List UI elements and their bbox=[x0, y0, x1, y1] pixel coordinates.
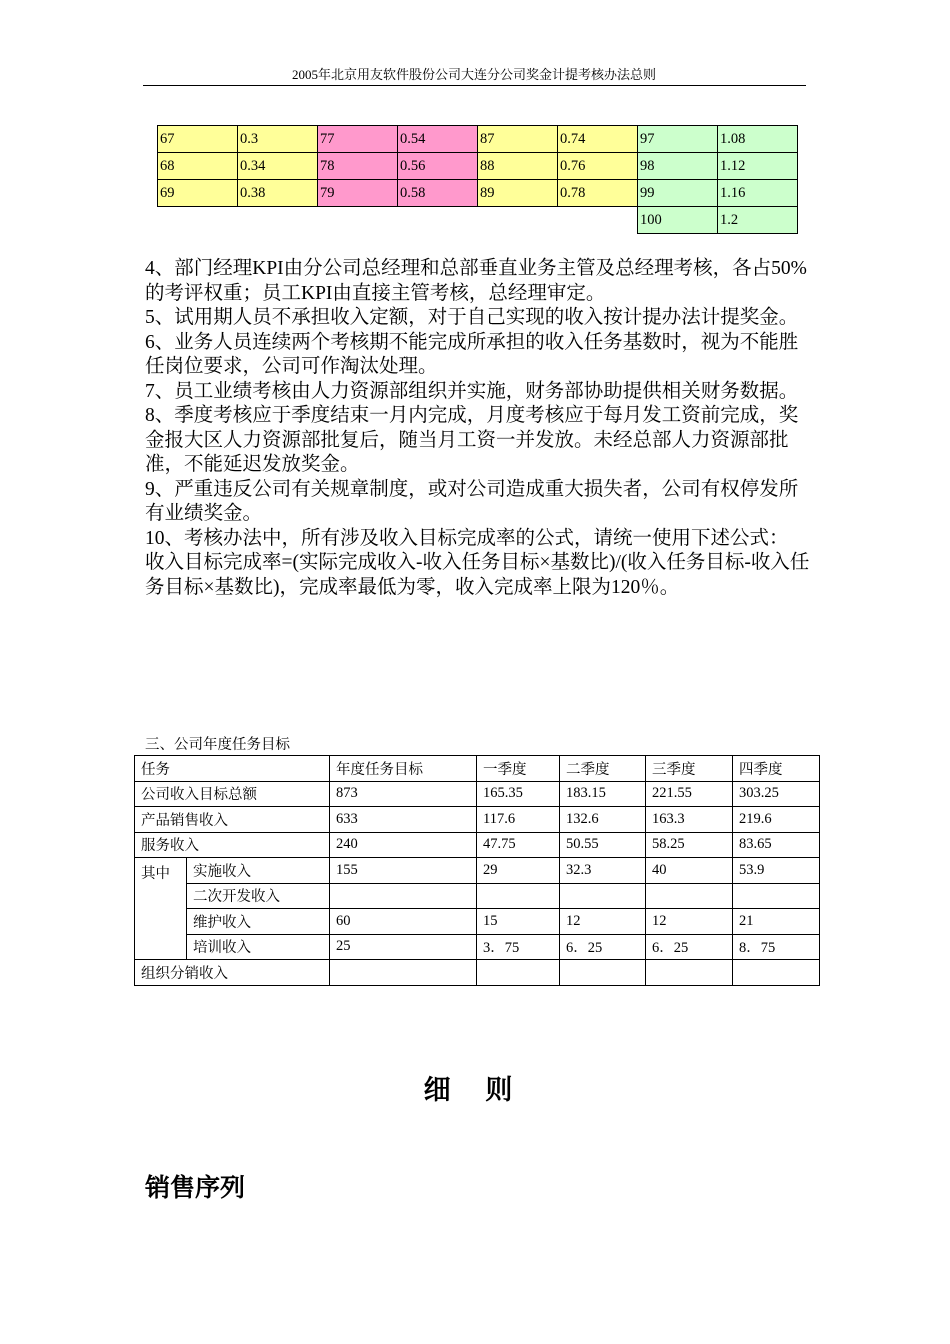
table-row bbox=[135, 934, 820, 960]
rule-paragraph: 4、部门经理KPI由分公司总经理和总部垂直业务主管及总经理考核，各占50%的考评权重；员工KPI由直接主管考核，总经理审定。 bbox=[145, 258, 807, 304]
header-rule bbox=[143, 85, 806, 86]
rule-paragraph: 5、试用期人员不承担收入定额，对于自己实现的收入按计提办法计提奖金。 bbox=[145, 307, 799, 328]
row-label: 实施收入 bbox=[187, 858, 330, 884]
value-cell: 219.6 bbox=[733, 807, 820, 833]
row-label: 维护收入 bbox=[187, 909, 330, 935]
value-cell: 165.35 bbox=[477, 781, 560, 807]
value-cell: 873 bbox=[330, 781, 477, 807]
rule-paragraph: 10、考核办法中，所有涉及收入目标完成率的公式，请统一使用下述公式： bbox=[145, 527, 789, 549]
value-cell: 12 bbox=[646, 909, 733, 935]
rate-row bbox=[158, 153, 798, 180]
value-cell: 50.55 bbox=[560, 832, 646, 858]
rate-cell: 100 bbox=[638, 207, 718, 234]
rate-cell: 1.08 bbox=[718, 126, 798, 153]
value-cell bbox=[646, 883, 733, 909]
value-cell: 83.65 bbox=[733, 832, 820, 858]
value-cell: 25 bbox=[330, 934, 477, 960]
rate-cell: 87 bbox=[478, 126, 558, 153]
table-row bbox=[135, 832, 820, 858]
rate-table bbox=[157, 125, 798, 234]
group-label: 其中 bbox=[135, 858, 187, 960]
table-row bbox=[135, 883, 820, 909]
annual-targets-table bbox=[134, 755, 820, 986]
value-cell: 303.25 bbox=[733, 781, 820, 807]
row-label: 培训收入 bbox=[187, 934, 330, 960]
rate-cell: 1.16 bbox=[718, 180, 798, 207]
row-label: 服务收入 bbox=[135, 832, 330, 858]
value-cell: 633 bbox=[330, 807, 477, 833]
row-label: 组织分销收入 bbox=[135, 960, 330, 986]
value-cell bbox=[733, 960, 820, 986]
value-cell: 60 bbox=[330, 909, 477, 935]
rate-cell: 0.76 bbox=[558, 153, 638, 180]
value-cell bbox=[477, 960, 560, 986]
rate-cell: 69 bbox=[158, 180, 238, 207]
header-cell: 任务 bbox=[135, 756, 330, 782]
row-label: 公司收入目标总额 bbox=[135, 781, 330, 807]
rate-cell: 77 bbox=[318, 126, 398, 153]
table-header-row bbox=[135, 756, 820, 782]
rate-cell: 0.3 bbox=[238, 126, 318, 153]
header-cell: 四季度 bbox=[733, 756, 820, 782]
value-cell: 6．25 bbox=[560, 934, 646, 960]
rate-cell: 1.2 bbox=[718, 207, 798, 234]
rate-cell: 99 bbox=[638, 180, 718, 207]
rate-cell: 0.56 bbox=[398, 153, 478, 180]
value-cell: 132.6 bbox=[560, 807, 646, 833]
value-cell: 21 bbox=[733, 909, 820, 935]
value-cell bbox=[560, 883, 646, 909]
rate-cell: 0.54 bbox=[398, 126, 478, 153]
value-cell: 183.15 bbox=[560, 781, 646, 807]
value-cell: 163.3 bbox=[646, 807, 733, 833]
page-header: 2005年北京用友软件股份公司大连分公司奖金计提考核办法总则 bbox=[291, 67, 656, 82]
value-cell: 47.75 bbox=[477, 832, 560, 858]
row-label: 二次开发收入 bbox=[187, 883, 330, 909]
value-cell: 155 bbox=[330, 858, 477, 884]
table-row bbox=[135, 781, 820, 807]
value-cell: 12 bbox=[560, 909, 646, 935]
value-cell bbox=[477, 883, 560, 909]
rate-cell: 67 bbox=[158, 126, 238, 153]
value-cell: 15 bbox=[477, 909, 560, 935]
detail-title: 细 则 bbox=[423, 1075, 527, 1105]
value-cell bbox=[330, 883, 477, 909]
formula-paragraph: 收入目标完成率=(实际完成收入-收入任务目标×基数比)/(收入任务目标-收入任务目标×基数比)，完成率最低为零，收入完成率上限为120％。 bbox=[145, 552, 810, 598]
rule-paragraph: 6、业务人员连续两个考核期不能完成所承担的收入任务基数时，视为不能胜任岗位要求，公司可作淘汰处理。 bbox=[145, 331, 799, 377]
value-cell bbox=[560, 960, 646, 986]
rate-cell: 89 bbox=[478, 180, 558, 207]
header-cell: 二季度 bbox=[560, 756, 646, 782]
rate-cell: 0.74 bbox=[558, 126, 638, 153]
rate-cell: 0.34 bbox=[238, 153, 318, 180]
rate-cell: 1.12 bbox=[718, 153, 798, 180]
value-cell: 32.3 bbox=[560, 858, 646, 884]
table-row bbox=[135, 858, 820, 884]
value-cell bbox=[733, 883, 820, 909]
value-cell: 6．25 bbox=[646, 934, 733, 960]
rate-cell: 68 bbox=[158, 153, 238, 180]
rate-row bbox=[158, 180, 798, 207]
value-cell: 117.6 bbox=[477, 807, 560, 833]
value-cell: 29 bbox=[477, 858, 560, 884]
header-cell: 一季度 bbox=[477, 756, 560, 782]
value-cell: 3．75 bbox=[477, 934, 560, 960]
section-title: 三、公司年度任务目标 bbox=[145, 737, 290, 753]
rate-empty-cell bbox=[158, 207, 638, 234]
value-cell: 58.25 bbox=[646, 832, 733, 858]
rule-paragraph: 8、季度考核应于季度结束一月内完成，月度考核应于每月发工资前完成，奖金报大区人力资源部批复后，随当月工资一并发放。未经总部人力资源部批准，不能延迟发放奖金。 bbox=[145, 405, 799, 475]
value-cell bbox=[330, 960, 477, 986]
rate-cell: 0.58 bbox=[398, 180, 478, 207]
rule-paragraph: 7、员工业绩考核由人力资源部组织并实施，财务部协助提供相关财务数据。 bbox=[145, 380, 799, 402]
rule-paragraph: 9、严重违反公司有关规章制度，或对公司造成重大损失者，公司有权停发所有业绩奖金。 bbox=[145, 478, 799, 524]
rate-cell: 88 bbox=[478, 153, 558, 180]
table-row bbox=[135, 909, 820, 935]
rate-row bbox=[158, 207, 798, 234]
header-cell: 年度任务目标 bbox=[330, 756, 477, 782]
table-row bbox=[135, 960, 820, 986]
value-cell: 53.9 bbox=[733, 858, 820, 884]
table-row bbox=[135, 807, 820, 833]
rate-cell: 79 bbox=[318, 180, 398, 207]
rate-cell: 97 bbox=[638, 126, 718, 153]
value-cell bbox=[646, 960, 733, 986]
value-cell: 221.55 bbox=[646, 781, 733, 807]
rate-cell: 98 bbox=[638, 153, 718, 180]
rate-cell: 0.78 bbox=[558, 180, 638, 207]
header-cell: 三季度 bbox=[646, 756, 733, 782]
rate-row bbox=[158, 126, 798, 153]
value-cell: 8．75 bbox=[733, 934, 820, 960]
sales-section-title: 销售序列 bbox=[145, 1175, 246, 1202]
value-cell: 40 bbox=[646, 858, 733, 884]
rate-cell: 0.38 bbox=[238, 180, 318, 207]
rules-text bbox=[145, 257, 810, 600]
value-cell: 240 bbox=[330, 832, 477, 858]
row-label: 产品销售收入 bbox=[135, 807, 330, 833]
rate-cell: 78 bbox=[318, 153, 398, 180]
